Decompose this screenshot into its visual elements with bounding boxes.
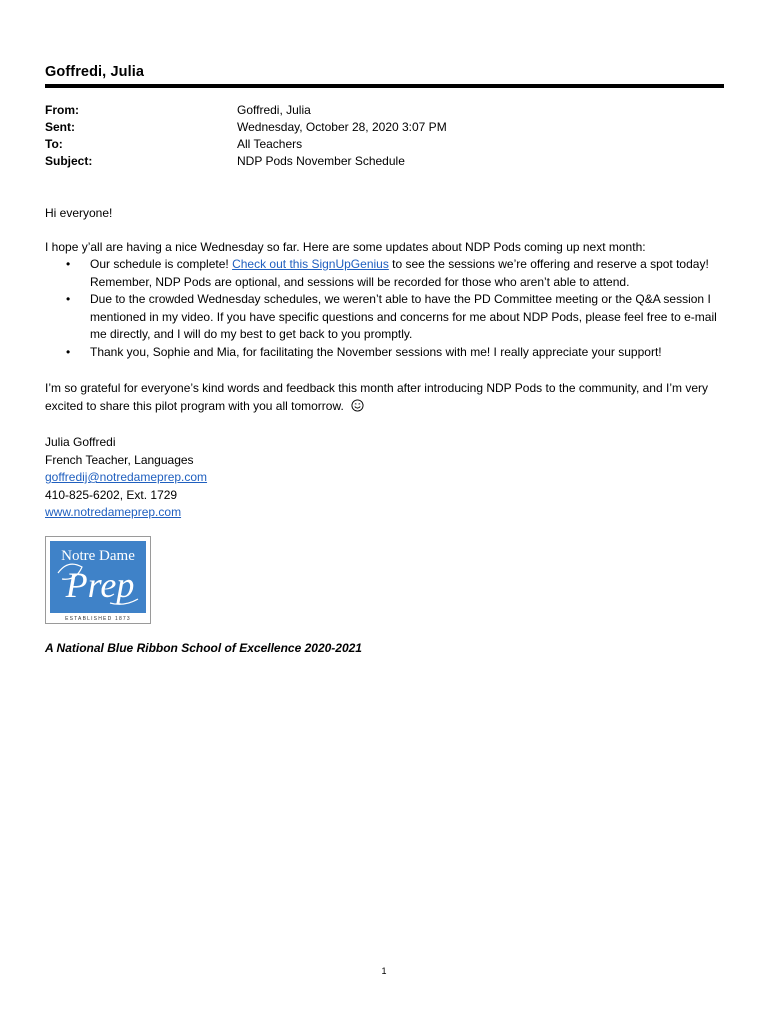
logo-line2: Prep xyxy=(65,565,135,605)
signature-phone: 410-825-6202, Ext. 1729 xyxy=(45,487,178,502)
header-sent xyxy=(45,119,447,136)
title-divider xyxy=(45,84,724,88)
logo-line1: Notre Dame xyxy=(61,548,135,564)
list-item xyxy=(45,256,729,291)
signature-email-link[interactable]: goffredij@notredameprep.com xyxy=(45,470,208,484)
logo-established-text: ESTABLISHED 1873 xyxy=(65,616,131,622)
bullet-icon: • xyxy=(66,344,71,359)
bullet-text: Thank you, Sophie and Mia, for facilitating the November sessions with me! I really appreciate your support! xyxy=(90,344,662,359)
smiley-icon xyxy=(351,399,364,412)
list-item xyxy=(45,291,729,344)
bullet-icon: • xyxy=(66,292,71,306)
header-subject xyxy=(45,153,447,170)
school-tagline: A National Blue Ribbon School of Excellence 2020-2021 xyxy=(45,641,362,655)
sent-value: Wednesday, October 28, 2020 3:07 PM xyxy=(237,120,447,134)
bullet-text: Due to the crowded Wednesday schedules, we weren’t able to have the PD Committee meeting or the Q&A session I mentioned in my video. If you have specific questions and concerns for me about NDP Pods, please feel free to e-mail me directly, and I will do my best to get back to you promptly. xyxy=(90,292,717,341)
signature-name: Julia Goffredi xyxy=(45,435,116,449)
signupgenius-link[interactable]: Check out this SignUpGenius xyxy=(232,257,389,271)
logo-established xyxy=(50,614,146,622)
email-title: Goffredi, Julia xyxy=(45,64,144,80)
intro-paragraph: I hope y’all are having a nice Wednesday so far. Here are some updates about NDP Pods coming up next month: xyxy=(45,240,646,254)
greeting: Hi everyone! xyxy=(45,206,113,220)
page-number: 1 xyxy=(381,966,387,976)
closing-text: I’m so grateful for everyone’s kind words and feedback this month after introducing NDP Pods to the community, and I’m very excited to share this pilot program with you all tomorrow. xyxy=(45,381,708,413)
updates-list xyxy=(45,256,729,361)
bullet-text-before: Our schedule is complete! xyxy=(90,257,233,271)
logo-artwork xyxy=(50,541,146,613)
from-label: From: xyxy=(45,103,79,117)
subject-label: Subject: xyxy=(45,154,93,168)
email-header xyxy=(45,102,447,170)
bullet-text-after: to see the sessions we’re offering and reserve a spot today! Remember, NDP Pods are optional, and sessions will be recorded for those who aren’t able to attend. xyxy=(90,257,709,289)
signature-block xyxy=(45,434,207,522)
logo-background xyxy=(50,541,146,613)
subject-value: NDP Pods November Schedule xyxy=(237,154,405,168)
to-value: All Teachers xyxy=(237,137,303,151)
closing-paragraph xyxy=(45,380,729,415)
signature-role: French Teacher, Languages xyxy=(45,452,194,467)
list-item xyxy=(45,344,729,362)
header-to xyxy=(45,136,447,153)
school-logo xyxy=(45,536,151,624)
bullet-icon: • xyxy=(66,257,71,271)
signature-website-link[interactable]: www.notredameprep.com xyxy=(45,505,182,519)
to-label: To: xyxy=(45,137,63,151)
from-value: Goffredi, Julia xyxy=(237,103,311,117)
header-from xyxy=(45,102,447,119)
sent-label: Sent: xyxy=(45,120,75,134)
